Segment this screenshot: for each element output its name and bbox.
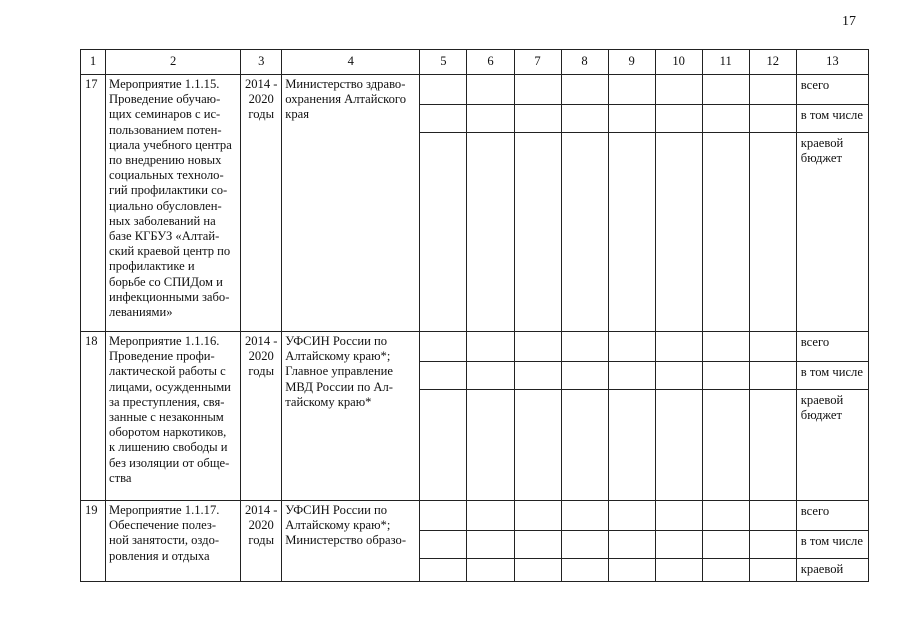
header-cell: 11 [702,50,749,75]
funding-label: краевой бюджет [796,390,868,501]
description-line: профилактике и [109,259,195,274]
description-line: борьбе со СПИДом и [109,274,223,289]
description-line: лактической работы с [109,364,226,379]
header-cell: 6 [467,50,514,75]
description-line: леваниями» [109,305,173,320]
description-line: Мероприятие 1.1.16. [109,334,220,348]
header-cell: 2 [106,50,241,75]
description-line: инфекционными забо- [109,289,230,304]
description-line: ной занятости, оздо- [109,533,220,548]
header-cell: 12 [749,50,796,75]
description-line: циала учебного центра [109,137,232,152]
row-number: 19 [81,501,106,582]
funding-label: в том числе [796,105,868,133]
measure-description [106,75,241,332]
header-cell: 8 [561,50,608,75]
funding-label: в том числе [796,531,868,559]
description-line: щих семинаров с ис- [109,107,221,122]
funding-label: всего [796,75,868,105]
header-row [81,50,869,75]
header-cell: 1 [81,50,106,75]
header-cell: 9 [608,50,655,75]
description-line: ных заболеваний на [109,213,216,228]
header-cell: 10 [655,50,702,75]
description-line: Обеспечение полез- [109,518,217,533]
description-line: лицами, осужденными [109,379,231,394]
measure-description [106,501,241,582]
description-line: к лишению свободы и [109,440,228,455]
description-line: Проведение профи- [109,349,215,364]
table-row [81,332,869,362]
description-line: Мероприятие 1.1.15. [109,77,220,91]
description-line: ский краевой центр по [109,244,231,259]
header-cell: 13 [796,50,868,75]
funding-label: всего [796,501,868,531]
description-line: за преступления, свя- [109,394,225,409]
years-cell: 2014 - 2020 годы [241,501,282,582]
description-line: ства [109,470,132,485]
funding-label: в том числе [796,362,868,390]
description-line: без изоляции от обще- [109,455,230,470]
description-line: пользованием потен- [109,122,222,137]
measure-description [106,332,241,501]
executor-cell: Министерство здраво-охранения Алтайского края [282,75,420,332]
header-cell: 3 [241,50,282,75]
description-line: оборотом наркотиков, [109,425,227,440]
funding-label: всего [796,332,868,362]
description-line: гий профилактики со- [109,183,228,198]
table-row [81,75,869,105]
description-line: занные с незаконным [109,410,224,425]
description-line: социальных техноло- [109,168,224,183]
header-cell: 5 [420,50,467,75]
row-number: 17 [81,75,106,332]
page-number: 17 [842,14,856,29]
executor-cell: УФСИН России по Алтайскому краю*; Министерство образо- [282,501,420,582]
data-table [80,49,869,582]
description-line: циально обусловлен- [109,198,222,213]
description-line: Мероприятие 1.1.17. [109,503,220,517]
years-cell: 2014 - 2020 годы [241,75,282,332]
header-cell: 7 [514,50,561,75]
years-cell: 2014 - 2020 годы [241,332,282,501]
executor-cell: УФСИН России по Алтайскому краю*; Главное управление МВД России по Ал-тайскому краю* [282,332,420,501]
description-line: базе КГБУЗ «Алтай- [109,229,220,244]
description-line: ровления и отдыха [109,548,210,563]
table-row [81,501,869,531]
row-number: 18 [81,332,106,501]
funding-label: краевой [796,559,868,582]
description-line: по внедрению новых [109,153,222,168]
header-cell: 4 [282,50,420,75]
description-line: Проведение обучаю- [109,92,221,107]
funding-label: краевой бюджет [796,133,868,332]
